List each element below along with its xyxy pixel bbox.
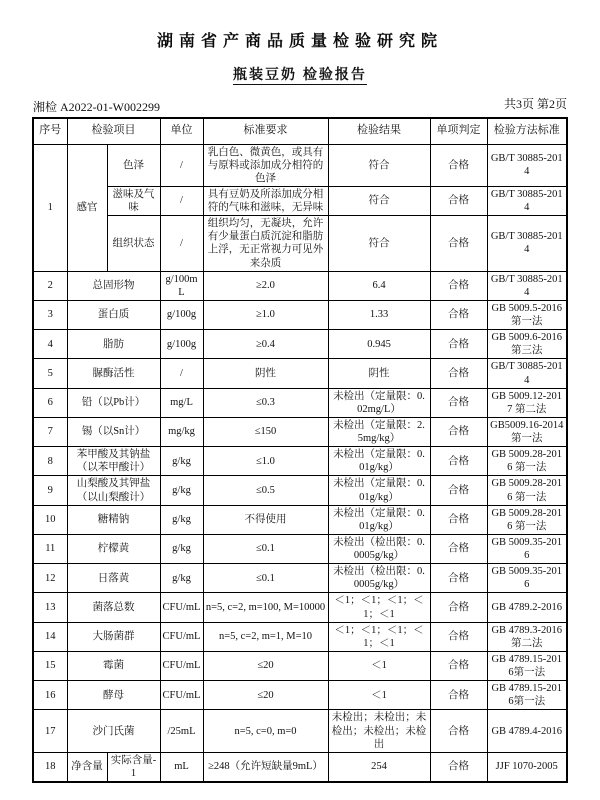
cell-item: 苯甲酸及其钠盐（以苯甲酸计） <box>67 447 160 476</box>
cell-result: 未检出（定量限：0.01g/kg） <box>328 447 430 476</box>
cell-item: 锡（以Sn计） <box>67 417 160 446</box>
cell-requirement: 乳白色、微黄色，或具有与原料或添加成分相符的色泽 <box>203 144 328 186</box>
cell-item: 脲酶活性 <box>67 359 160 388</box>
cell-seq: 12 <box>33 564 67 593</box>
cell-method: GB 4789.15-2016第一法 <box>487 651 567 680</box>
cell-method: GB 5009.5-2016第一法 <box>487 300 567 329</box>
cell-requirement: ≥1.0 <box>203 300 328 329</box>
cell-method: GB/T 30885-2014 <box>487 359 567 388</box>
cell-judgement: 合格 <box>430 271 487 300</box>
cell-result: 未检出（定量限：0.02mg/L） <box>328 388 430 417</box>
cell-seq: 11 <box>33 534 67 563</box>
cell-result: ＜1 <box>328 681 430 710</box>
header-judgement: 单项判定 <box>430 118 487 144</box>
table-row <box>33 300 567 329</box>
cell-result: 未检出（定量限：2.5mg/kg） <box>328 417 430 446</box>
cell-judgement: 合格 <box>430 330 487 359</box>
table-row <box>33 359 567 388</box>
table-row <box>33 651 567 680</box>
table-row <box>33 564 567 593</box>
cell-method: GB 4789.15-2016第一法 <box>487 681 567 710</box>
cell-method: GB 5009.6-2016第三法 <box>487 330 567 359</box>
cell-item: 柠檬黄 <box>67 534 160 563</box>
cell-result: 1.33 <box>328 300 430 329</box>
cell-method: GB 4789.3-2016第二法 <box>487 622 567 651</box>
cell-requirement: n=5, c=2, m=1, M=10 <box>203 622 328 651</box>
table-row <box>33 144 567 186</box>
cell-judgement: 合格 <box>430 144 487 186</box>
cell-judgement: 合格 <box>430 186 487 215</box>
cell-judgement: 合格 <box>430 476 487 505</box>
cell-result: 未检出（检出限：0.0005g/kg） <box>328 534 430 563</box>
cell-seq: 17 <box>33 710 67 752</box>
table-row <box>33 681 567 710</box>
cell-seq: 4 <box>33 330 67 359</box>
cell-result: 未检出（定量限：0.01g/kg） <box>328 505 430 534</box>
table-row <box>33 417 567 446</box>
cell-method: JJF 1070-2005 <box>487 752 567 782</box>
cell-method: GB/T 30885-2014 <box>487 271 567 300</box>
cell-seq: 13 <box>33 593 67 622</box>
cell-seq: 6 <box>33 388 67 417</box>
cell-item: 沙门氏菌 <box>67 710 160 752</box>
table-row <box>33 710 567 752</box>
table-row <box>33 186 567 215</box>
cell-method: GB 5009.35-2016 <box>487 564 567 593</box>
cell-requirement: ≤1.0 <box>203 447 328 476</box>
cell-seq: 16 <box>33 681 67 710</box>
cell-method: GB 5009.12-2017 第二法 <box>487 388 567 417</box>
cell-unit: / <box>160 216 203 272</box>
cell-judgement: 合格 <box>430 651 487 680</box>
cell-result: 254 <box>328 752 430 782</box>
cell-requirement: ≤0.1 <box>203 534 328 563</box>
table-header-row <box>33 118 567 144</box>
cell-unit: mg/kg <box>160 417 203 446</box>
cell-seq: 7 <box>33 417 67 446</box>
cell-item: 蛋白质 <box>67 300 160 329</box>
cell-item: 糖精钠 <box>67 505 160 534</box>
cell-unit: CFU/mL <box>160 593 203 622</box>
cell-group: 感官 <box>67 144 107 271</box>
cell-unit: mL <box>160 752 203 782</box>
table-row <box>33 330 567 359</box>
cell-seq: 1 <box>33 144 67 271</box>
cell-result: ＜1；＜1；＜1；＜1；＜1 <box>328 593 430 622</box>
cell-requirement: ≤20 <box>203 651 328 680</box>
cell-judgement: 合格 <box>430 752 487 782</box>
cell-requirement: 组织均匀，无凝块，允许有少量蛋白质沉淀和脂肪上浮，无正常视力可见外来杂质 <box>203 216 328 272</box>
cell-requirement: 阴性 <box>203 359 328 388</box>
cell-requirement: ≥2.0 <box>203 271 328 300</box>
cell-unit: g/100g <box>160 330 203 359</box>
cell-item: 脂肪 <box>67 330 160 359</box>
cell-item: 菌落总数 <box>67 593 160 622</box>
cell-item: 总固形物 <box>67 271 160 300</box>
cell-judgement: 合格 <box>430 622 487 651</box>
table-row <box>33 271 567 300</box>
cell-method: GB5009.16-2014第一法 <box>487 417 567 446</box>
cell-method: GB 4789.4-2016 <box>487 710 567 752</box>
cell-judgement: 合格 <box>430 564 487 593</box>
report-meta-row <box>33 95 567 115</box>
cell-result: 符合 <box>328 144 430 186</box>
cell-unit: CFU/mL <box>160 681 203 710</box>
table-row <box>33 593 567 622</box>
cell-item: 酵母 <box>67 681 160 710</box>
cell-result: 未检出（定量限：0.01g/kg） <box>328 476 430 505</box>
cell-result: 6.4 <box>328 271 430 300</box>
cell-judgement: 合格 <box>430 417 487 446</box>
cell-result: ＜1；＜1；＜1；＜1；＜1 <box>328 622 430 651</box>
cell-item: 铅（以Pb计） <box>67 388 160 417</box>
table-row <box>33 622 567 651</box>
cell-requirement: ≤150 <box>203 417 328 446</box>
cell-judgement: 合格 <box>430 388 487 417</box>
cell-unit: g/100g <box>160 300 203 329</box>
table-row <box>33 476 567 505</box>
cell-unit: / <box>160 359 203 388</box>
cell-seq: 14 <box>33 622 67 651</box>
org-title: 湖南省产商品质量检验研究院 <box>156 33 443 50</box>
cell-requirement: ≤0.1 <box>203 564 328 593</box>
cell-requirement: 不得使用 <box>203 505 328 534</box>
cell-result: ＜1 <box>328 651 430 680</box>
cell-judgement: 合格 <box>430 534 487 563</box>
table-row <box>33 216 567 272</box>
cell-requirement: ≥0.4 <box>203 330 328 359</box>
cell-item: 组织状态 <box>107 216 160 272</box>
cell-requirement: n=5, c=2, m=100, M=10000 <box>203 593 328 622</box>
cell-result: 0.945 <box>328 330 430 359</box>
cell-item: 日落黄 <box>67 564 160 593</box>
cell-result: 阴性 <box>328 359 430 388</box>
cell-method: GB 4789.2-2016 <box>487 593 567 622</box>
cell-requirement: ≥248（允许短缺量9mL） <box>203 752 328 782</box>
cell-unit: / <box>160 186 203 215</box>
cell-unit: / <box>160 144 203 186</box>
table-row <box>33 505 567 534</box>
cell-unit: CFU/mL <box>160 651 203 680</box>
cell-requirement: ≤20 <box>203 681 328 710</box>
cell-seq: 10 <box>33 505 67 534</box>
report-table-body <box>33 144 567 782</box>
cell-method: GB/T 30885-2014 <box>487 216 567 272</box>
cell-item: 色泽 <box>107 144 160 186</box>
header-item: 检验项目 <box>67 118 160 144</box>
cell-judgement: 合格 <box>430 593 487 622</box>
cell-unit: g/kg <box>160 534 203 563</box>
cell-requirement: ≤0.3 <box>203 388 328 417</box>
header-unit: 单位 <box>160 118 203 144</box>
table-row <box>33 534 567 563</box>
cell-seq: 8 <box>33 447 67 476</box>
cell-result: 未检出（检出限：0.0005g/kg） <box>328 564 430 593</box>
cell-seq: 18 <box>33 752 67 782</box>
cell-judgement: 合格 <box>430 710 487 752</box>
cell-seq: 2 <box>33 271 67 300</box>
cell-unit: g/kg <box>160 476 203 505</box>
cell-seq: 5 <box>33 359 67 388</box>
header-requirement: 标准要求 <box>203 118 328 144</box>
cell-unit: mg/L <box>160 388 203 417</box>
header-seq: 序号 <box>33 118 67 144</box>
cell-judgement: 合格 <box>430 359 487 388</box>
cell-result: 符合 <box>328 216 430 272</box>
table-row <box>33 752 567 782</box>
cell-requirement: n=5, c=0, m=0 <box>203 710 328 752</box>
cell-item: 实际含量-1 <box>107 752 160 782</box>
cell-seq: 9 <box>33 476 67 505</box>
table-row <box>33 388 567 417</box>
cell-unit: g/kg <box>160 447 203 476</box>
cell-unit: CFU/mL <box>160 622 203 651</box>
cell-method: GB/T 30885-2014 <box>487 144 567 186</box>
cell-judgement: 合格 <box>430 447 487 476</box>
cell-item: 霉菌 <box>67 651 160 680</box>
cell-seq: 15 <box>33 651 67 680</box>
cell-requirement: 具有豆奶及所添加成分相符的气味和滋味，无异味 <box>203 186 328 215</box>
header-method: 检验方法标准 <box>487 118 567 144</box>
table-row <box>33 447 567 476</box>
cell-unit: g/kg <box>160 505 203 534</box>
cell-item: 滋味及气味 <box>107 186 160 215</box>
inspection-table <box>32 117 568 783</box>
cell-item: 大肠菌群 <box>67 622 160 651</box>
cell-requirement: ≤0.5 <box>203 476 328 505</box>
cell-judgement: 合格 <box>430 300 487 329</box>
cell-result: 未检出；未检出；未检出；未检出；未检出 <box>328 710 430 752</box>
cell-judgement: 合格 <box>430 216 487 272</box>
cell-judgement: 合格 <box>430 681 487 710</box>
cell-result: 符合 <box>328 186 430 215</box>
cell-method: GB 5009.35-2016 <box>487 534 567 563</box>
cell-method: GB 5009.28-2016 第一法 <box>487 476 567 505</box>
cell-unit: g/100mL <box>160 271 203 300</box>
cell-unit: /25mL <box>160 710 203 752</box>
cell-unit: g/kg <box>160 564 203 593</box>
cell-method: GB 5009.28-2016 第一法 <box>487 447 567 476</box>
cell-method: GB 5009.28-2016 第一法 <box>487 505 567 534</box>
cell-seq: 3 <box>33 300 67 329</box>
page-indicator: 共3页 第2页 <box>503 97 567 111</box>
report-title <box>0 64 600 84</box>
report-code: 湘检 A2022-01-W002299 <box>33 100 160 114</box>
cell-judgement: 合格 <box>430 505 487 534</box>
cell-group: 净含量 <box>67 752 107 782</box>
header-result: 检验结果 <box>328 118 430 144</box>
cell-method: GB/T 30885-2014 <box>487 186 567 215</box>
cell-item: 山梨酸及其钾盐（以山梨酸计） <box>67 476 160 505</box>
report-title-text: 瓶装豆奶 检验报告 <box>233 66 367 85</box>
